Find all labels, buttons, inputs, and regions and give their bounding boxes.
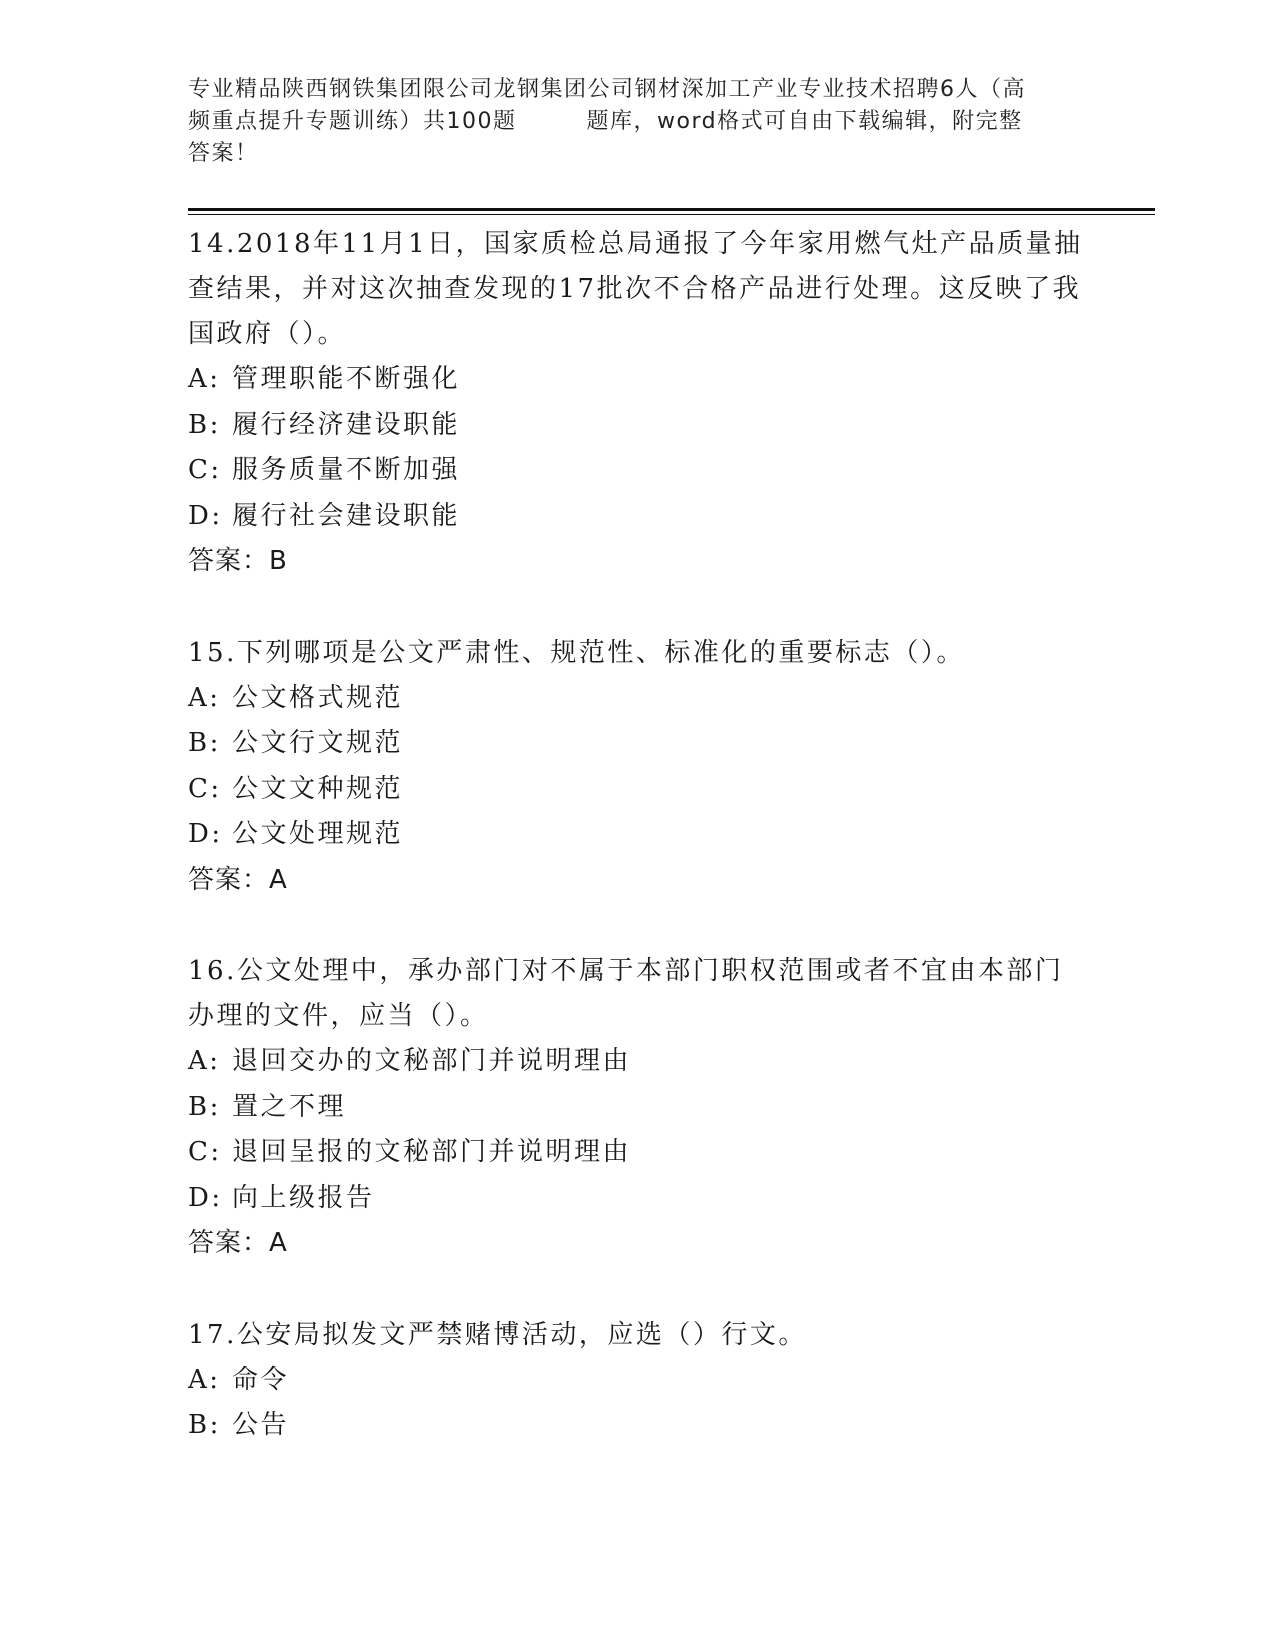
option-c bbox=[188, 448, 1088, 494]
answer-line: 答案：A bbox=[188, 1228, 288, 1258]
option-b bbox=[188, 1403, 1088, 1449]
option-key: B: bbox=[188, 728, 221, 758]
option-key: A: bbox=[188, 1364, 221, 1395]
option-key: B: bbox=[188, 1091, 221, 1122]
option-key: D: bbox=[188, 1182, 223, 1213]
option-key: B: bbox=[188, 1410, 221, 1440]
question-14 bbox=[188, 222, 1088, 585]
option-text: 退回交办的文秘部门并说明理由 bbox=[232, 1046, 632, 1076]
option-d bbox=[188, 494, 1088, 540]
option-text: 向上级报告 bbox=[232, 1182, 375, 1213]
option-text: 履行社会建设职能 bbox=[232, 500, 461, 531]
option-key: C: bbox=[188, 773, 222, 804]
option-text: 履行经济建设职能 bbox=[232, 409, 461, 440]
option-b bbox=[188, 403, 1088, 449]
question-stem: 16.公文处理中，承办部门对不属于本部门职权范围或者不宜由本部门办理的文件，应当（）。 bbox=[188, 956, 1064, 1031]
option-text: 置之不理 bbox=[232, 1091, 347, 1122]
question-stem: 14.2018年11月1日，国家质检总局通报了今年家用燃气灶产品质量抽查结果，并对这次抽查发现的17批次不合格产品进行处理。这反映了我国政府（）。 bbox=[188, 229, 1083, 349]
option-b bbox=[188, 721, 1088, 767]
option-key: C: bbox=[188, 455, 222, 485]
option-key: A: bbox=[188, 682, 221, 713]
option-text: 公文处理规范 bbox=[232, 819, 404, 849]
header-rule-thick bbox=[188, 208, 1155, 211]
option-key: B: bbox=[188, 409, 221, 440]
option-key: D: bbox=[188, 819, 223, 849]
header-line-2 bbox=[188, 106, 1088, 138]
question-15 bbox=[188, 631, 1088, 904]
option-c bbox=[188, 1130, 1088, 1176]
option-text: 公告 bbox=[232, 1410, 290, 1440]
option-text: 命令 bbox=[232, 1364, 290, 1395]
header-line-2-part-1: 频重点提升专题训练）共100题 bbox=[188, 109, 517, 134]
option-text: 公文格式规范 bbox=[232, 682, 404, 713]
header-line-1: 专业精品陕西钢铁集团限公司龙钢集团公司钢材深加工产业专业技术招聘6人（高 bbox=[188, 77, 1026, 102]
header-rule-thin bbox=[188, 214, 1155, 215]
header-line-2-part-2: 题库，word格式可自由下载编辑，附完整 bbox=[586, 109, 1023, 134]
option-a bbox=[188, 357, 1088, 403]
option-text: 管理职能不断强化 bbox=[232, 364, 461, 394]
option-d bbox=[188, 1176, 1088, 1222]
question-17 bbox=[188, 1313, 1088, 1449]
option-a bbox=[188, 1039, 1088, 1085]
option-a bbox=[188, 676, 1088, 722]
document-header bbox=[188, 74, 1088, 170]
option-key: C: bbox=[188, 1137, 222, 1167]
question-list bbox=[188, 222, 1088, 1495]
question-16 bbox=[188, 949, 1088, 1267]
question-stem: 17.公安局拟发文严禁赌博活动，应选（）行文。 bbox=[188, 1319, 807, 1350]
answer-line: 答案：B bbox=[188, 546, 288, 576]
header-line-3: 答案！ bbox=[188, 141, 259, 166]
option-a bbox=[188, 1358, 1088, 1404]
option-key: A: bbox=[188, 364, 221, 394]
option-text: 退回呈报的文秘部门并说明理由 bbox=[232, 1137, 632, 1167]
option-text: 服务质量不断加强 bbox=[232, 455, 461, 485]
option-text: 公文行文规范 bbox=[232, 728, 404, 758]
question-stem: 15.下列哪项是公文严肃性、规范性、标准化的重要标志（）。 bbox=[188, 637, 965, 668]
option-d bbox=[188, 812, 1088, 858]
option-key: D: bbox=[188, 500, 223, 531]
answer-line: 答案：A bbox=[188, 864, 288, 895]
option-c bbox=[188, 767, 1088, 813]
option-b bbox=[188, 1085, 1088, 1131]
option-key: A: bbox=[188, 1046, 221, 1076]
option-text: 公文文种规范 bbox=[232, 773, 404, 804]
